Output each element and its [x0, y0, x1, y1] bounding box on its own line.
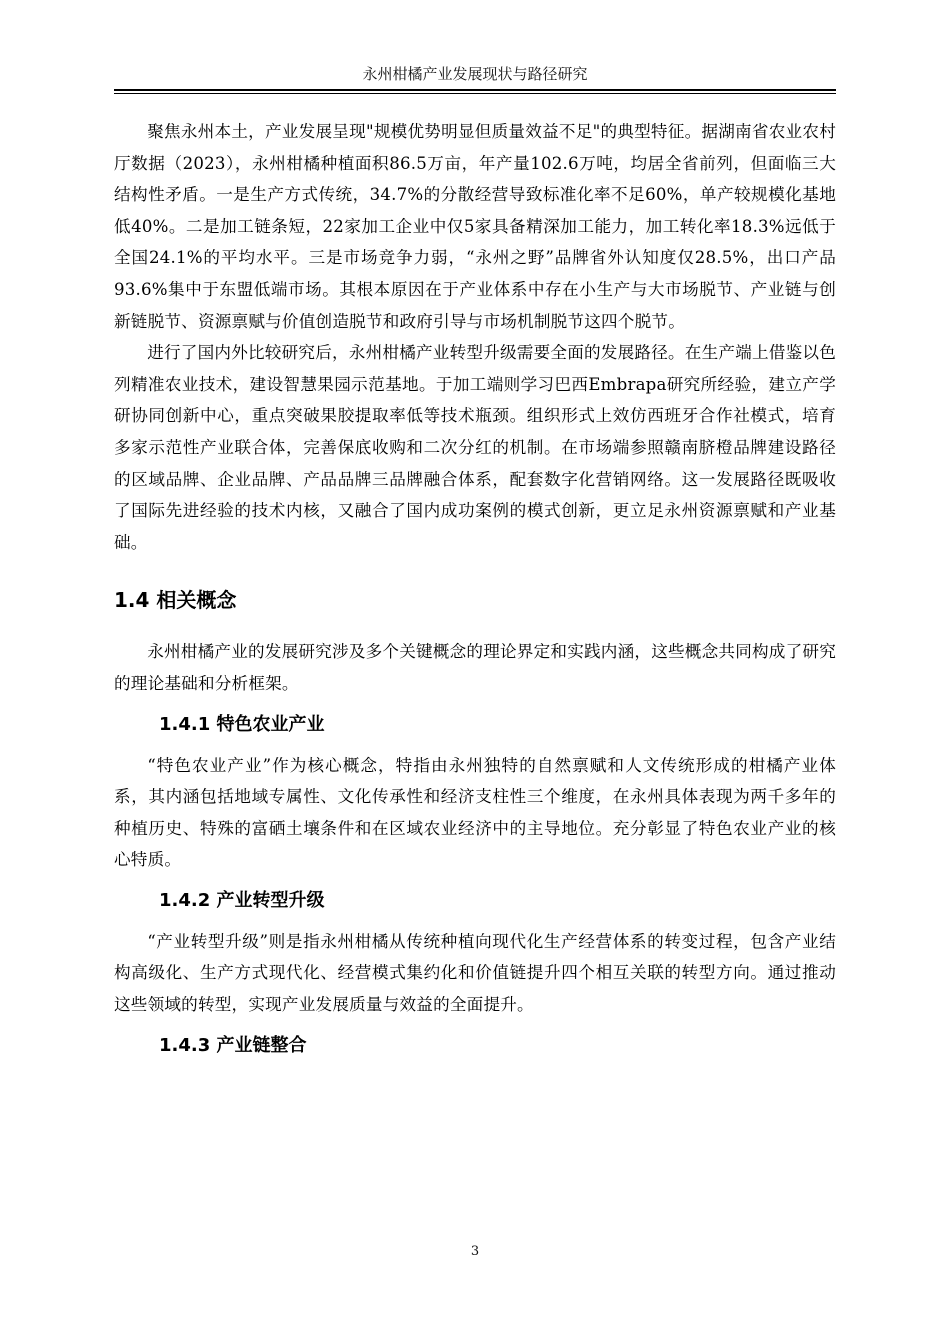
page-body [114, 116, 836, 1071]
subsection-heading-1-4-2: 1.4.2 产业转型升级 [159, 889, 325, 911]
subsection-heading-1-4-3: 1.4.3 产业链整合 [159, 1034, 307, 1056]
header-rule-thick [114, 89, 836, 91]
section-heading-1-4: 1.4 相关概念 [114, 588, 237, 613]
subsection-heading-1-4-1: 1.4.1 特色农业产业 [159, 713, 325, 735]
page-number: 3 [470, 1244, 480, 1259]
paragraph-concepts-intro: 永州柑橘产业的发展研究涉及多个关键概念的理论界定和实践内涵，这些概念共同构成了研究的理论基础和分析框架。 [114, 642, 836, 693]
header-rule-thin [114, 93, 836, 94]
paragraph-local-status: 聚焦永州本土，产业发展呈现"规模优势明显但质量效益不足"的典型特征。据湖南省农业农村厅数据（2023），永州柑橘种植面积86.5万亩，年产量102.6万吨，均居全省前列，但面临三大结构性矛盾。一是生产方式传统，34.7%的分散经营导致标准化率不足60%，单产较规模化基地低40%。二是加工链条短，22家加工企业中仅5家具备精深加工能力，加工转化率18.3%远低于全国24.1%的平均水平。三是市场竞争力弱，“永州之野”品牌省外认知度仅28.5%，出口产品93.6%集中于东盟低端市场。其根本原因在于产业体系中存在小生产与大市场脱节、产业链与创新链脱节、资源禀赋与价值创造脱节和政府引导与市场机制脱节这四个脱节。 [114, 122, 836, 331]
paragraph-industrial-upgrading: “产业转型升级”则是指永州柑橘从传统种植向现代化生产经营体系的转变过程，包含产业结构高级化、生产方式现代化、经营模式集约化和价值链提升四个相互关联的转型方向。通过推动这些领域的转型，实现产业发展质量与效益的全面提升。 [114, 931, 836, 1015]
running-header: 永州柑橘产业发展现状与路径研究 [362, 65, 588, 83]
paragraph-characteristic-agriculture: “特色农业产业”作为核心概念，特指由永州独特的自然禀赋和人文传统形成的柑橘产业体系，其内涵包括地域专属性、文化传承性和经济支柱性三个维度，在永州具体表现为两千多年的种植历史、特殊的富硒土壤条件和在区域农业经济中的主导地位。充分彰显了特色农业产业的核心特质。 [114, 755, 836, 870]
paragraph-development-path: 进行了国内外比较研究后，永州柑橘产业转型升级需要全面的发展路径。在生产端上借鉴以色列精准农业技术，建设智慧果园示范基地。于加工端则学习巴西Embrapa研究所经验，建立产学研协同创新中心，重点突破果胶提取率低等技术瓶颈。组织形式上效仿西班牙合作社模式，培育多家示范性产业联合体，完善保底收购和二次分红的机制。在市场端参照赣南脐橙品牌建设路径的区域品牌、企业品牌、产品品牌三品牌融合体系，配套数字化营销网络。这一发展路径既吸收了国际先进经验的技术内核，又融合了国内成功案例的模式创新，更立足永州资源禀赋和产业基础。 [114, 343, 836, 552]
